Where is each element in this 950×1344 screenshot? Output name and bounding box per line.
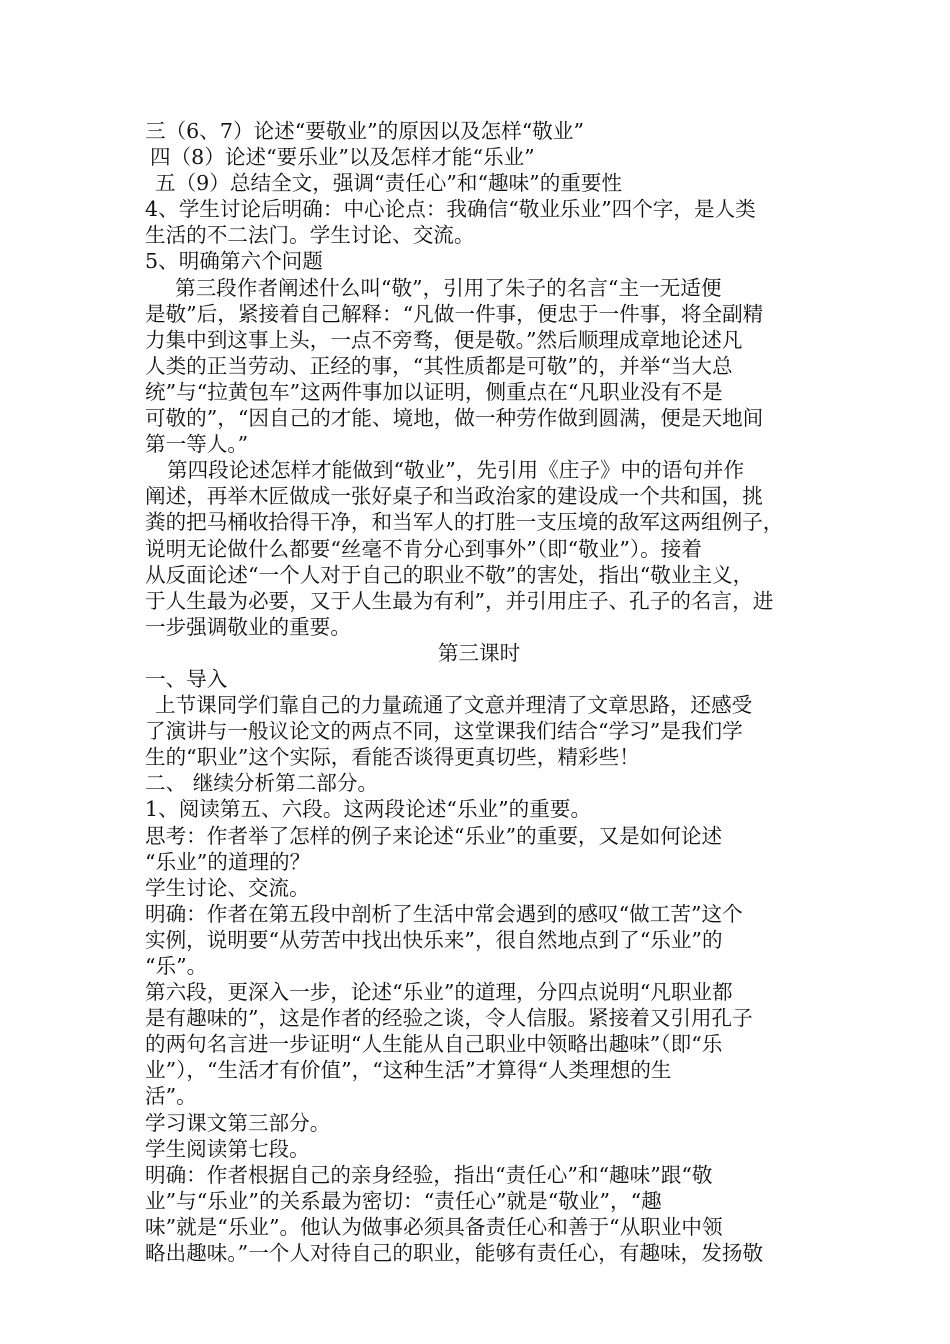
paragraph-line: 于人生最为必要，又于人生最为有利”，并引用庄子、孔子的名言，进 — [145, 588, 774, 613]
intro-heading: 一、导入 — [145, 666, 228, 691]
paragraph-line: 第一等人。” — [145, 432, 249, 457]
paragraph-line: 粪的把马桶收拾得干净，和当军人的打胜一支压境的敌军这两组例子， — [145, 510, 784, 535]
clarify-paragraph-7 — [145, 1162, 813, 1266]
paragraph-line: 从反面论述“一个人对于自己的职业不敬”的害处，指出“敬业主义， — [145, 562, 754, 587]
paragraph-line: 了演讲与一般议论文的两点不同，这堂课我们结合“学习”是我们学 — [145, 719, 743, 744]
paragraph-line: “乐业”的道理的？ — [145, 849, 311, 874]
paragraph-line: 第三段作者阐述什么叫“敬”，引用了朱子的名言“主一无适便 — [175, 275, 722, 300]
document-body — [145, 118, 813, 1266]
student-discussion: 学生讨论、交流。 — [145, 875, 310, 900]
paragraph-line: 活”。 — [145, 1084, 197, 1109]
lesson-3-title: 第三课时 — [437, 640, 521, 665]
paragraph-line: 第四段论述怎样才能做到“敬业”，先引用《庄子》中的语句并作 — [167, 458, 745, 483]
paragraph-line: 一步强调敬业的重要。 — [145, 614, 351, 639]
paragraph-4-analysis — [145, 457, 813, 640]
part-2-heading: 二、 继续分析第二部分。 — [145, 771, 379, 796]
paragraph-line: 思考：作者举了怎样的例子来论述“乐业”的重要，又是如何论述 — [145, 823, 723, 848]
outline-line-4: 四（8）论述“要乐业”以及怎样才能“乐业” — [150, 145, 535, 170]
paragraph-line: 人类的正当劳动、正经的事，“其性质都是可敬”的，并举“当大总 — [145, 353, 733, 378]
point-5-heading: 5、明确第六个问题 — [145, 249, 323, 274]
paragraph-line: 明确：作者根据自己的亲身经验，指出“责任心”和“趣味”跟“敬 — [145, 1162, 713, 1187]
point-4-line-2: 生活的不二法门。学生讨论、交流。 — [145, 223, 475, 248]
read-paragraph-7: 学生阅读第七段。 — [145, 1136, 310, 1161]
paragraph-line: 生的“职业”这个实际，看能否谈得更真切些，精彩些！ — [145, 745, 640, 770]
paragraph-line: 的两句名言进一步证明“人生能从自己职业中领略出趣味”（即“乐 — [145, 1032, 723, 1057]
outline-line-3: 三（6、7）论述“要敬业”的原因以及怎样“敬业” — [145, 119, 585, 143]
clarify-paragraph-5 — [145, 901, 813, 979]
paragraph-line: 说明无论做什么都要“丝毫不肯分心到事外”（即“敬业”）。接着 — [145, 536, 702, 561]
paragraph-line: 是敬”后，紧接着自己解释：“凡做一件事，便忠于一件事，将全副精 — [145, 301, 764, 326]
outline-line-5: 五（9）总结全文，强调“责任心”和“趣味”的重要性 — [155, 171, 623, 196]
paragraph-line: 是有趣味的”，这是作者的经验之谈，令人信服。紧接着又引用孔子 — [145, 1006, 753, 1031]
paragraph-line: 上节课同学们靠自己的力量疏通了文意并理清了文章思路，还感受 — [155, 693, 753, 718]
read-paragraphs-5-6: 1、阅读第五、六段。这两段论述“乐业”的重要。 — [145, 797, 592, 822]
paragraph-6-analysis — [145, 979, 813, 1109]
paragraph-3-analysis — [145, 275, 813, 458]
paragraph-line: 第六段，更深入一步，论述“乐业”的道理，分四点说明“凡职业都 — [145, 980, 733, 1005]
paragraph-line: 略出趣味。”一个人对待自己的职业，能够有责任心，有趣味，发扬敬 — [145, 1241, 764, 1266]
paragraph-line: 业”与“乐业”的关系最为密切：“责任心”就是“敬业”，“趣 — [145, 1188, 662, 1213]
paragraph-line: 业”），“生活才有价值”，“这种生活”才算得“人类理想的生 — [145, 1058, 672, 1083]
paragraph-line: 实例，说明要“从劳苦中找出快乐来”，很自然地点到了“乐业”的 — [145, 927, 723, 952]
think-question — [145, 823, 813, 875]
intro-paragraph — [145, 692, 813, 770]
study-part-3: 学习课文第三部分。 — [145, 1110, 331, 1135]
paragraph-line: “乐”。 — [145, 954, 208, 978]
paragraph-line: 统”与“拉黄包车”这两件事加以证明，侧重点在“凡职业没有不是 — [145, 379, 723, 404]
paragraph-line: 味”就是“乐业”。他认为做事必须具备责任心和善于“从职业中领 — [145, 1214, 723, 1239]
paragraph-line: 阐述，再举木匠做成一张好桌子和当政治家的建设成一个共和国，挑 — [145, 484, 763, 509]
paragraph-line: 明确：作者在第五段中剖析了生活中常会遇到的感叹“做工苦”这个 — [145, 901, 743, 926]
point-4-line-1: 4、学生讨论后明确：中心论点：我确信“敬业乐业”四个字，是人类 — [145, 197, 756, 222]
paragraph-line: 力集中到这事上头，一点不旁骛，便是敬。”然后顺理成章地论述凡 — [145, 327, 743, 352]
paragraph-line: 可敬的”，“因自己的才能、境地，做一种劳作做到圆满，便是天地间 — [145, 406, 764, 431]
